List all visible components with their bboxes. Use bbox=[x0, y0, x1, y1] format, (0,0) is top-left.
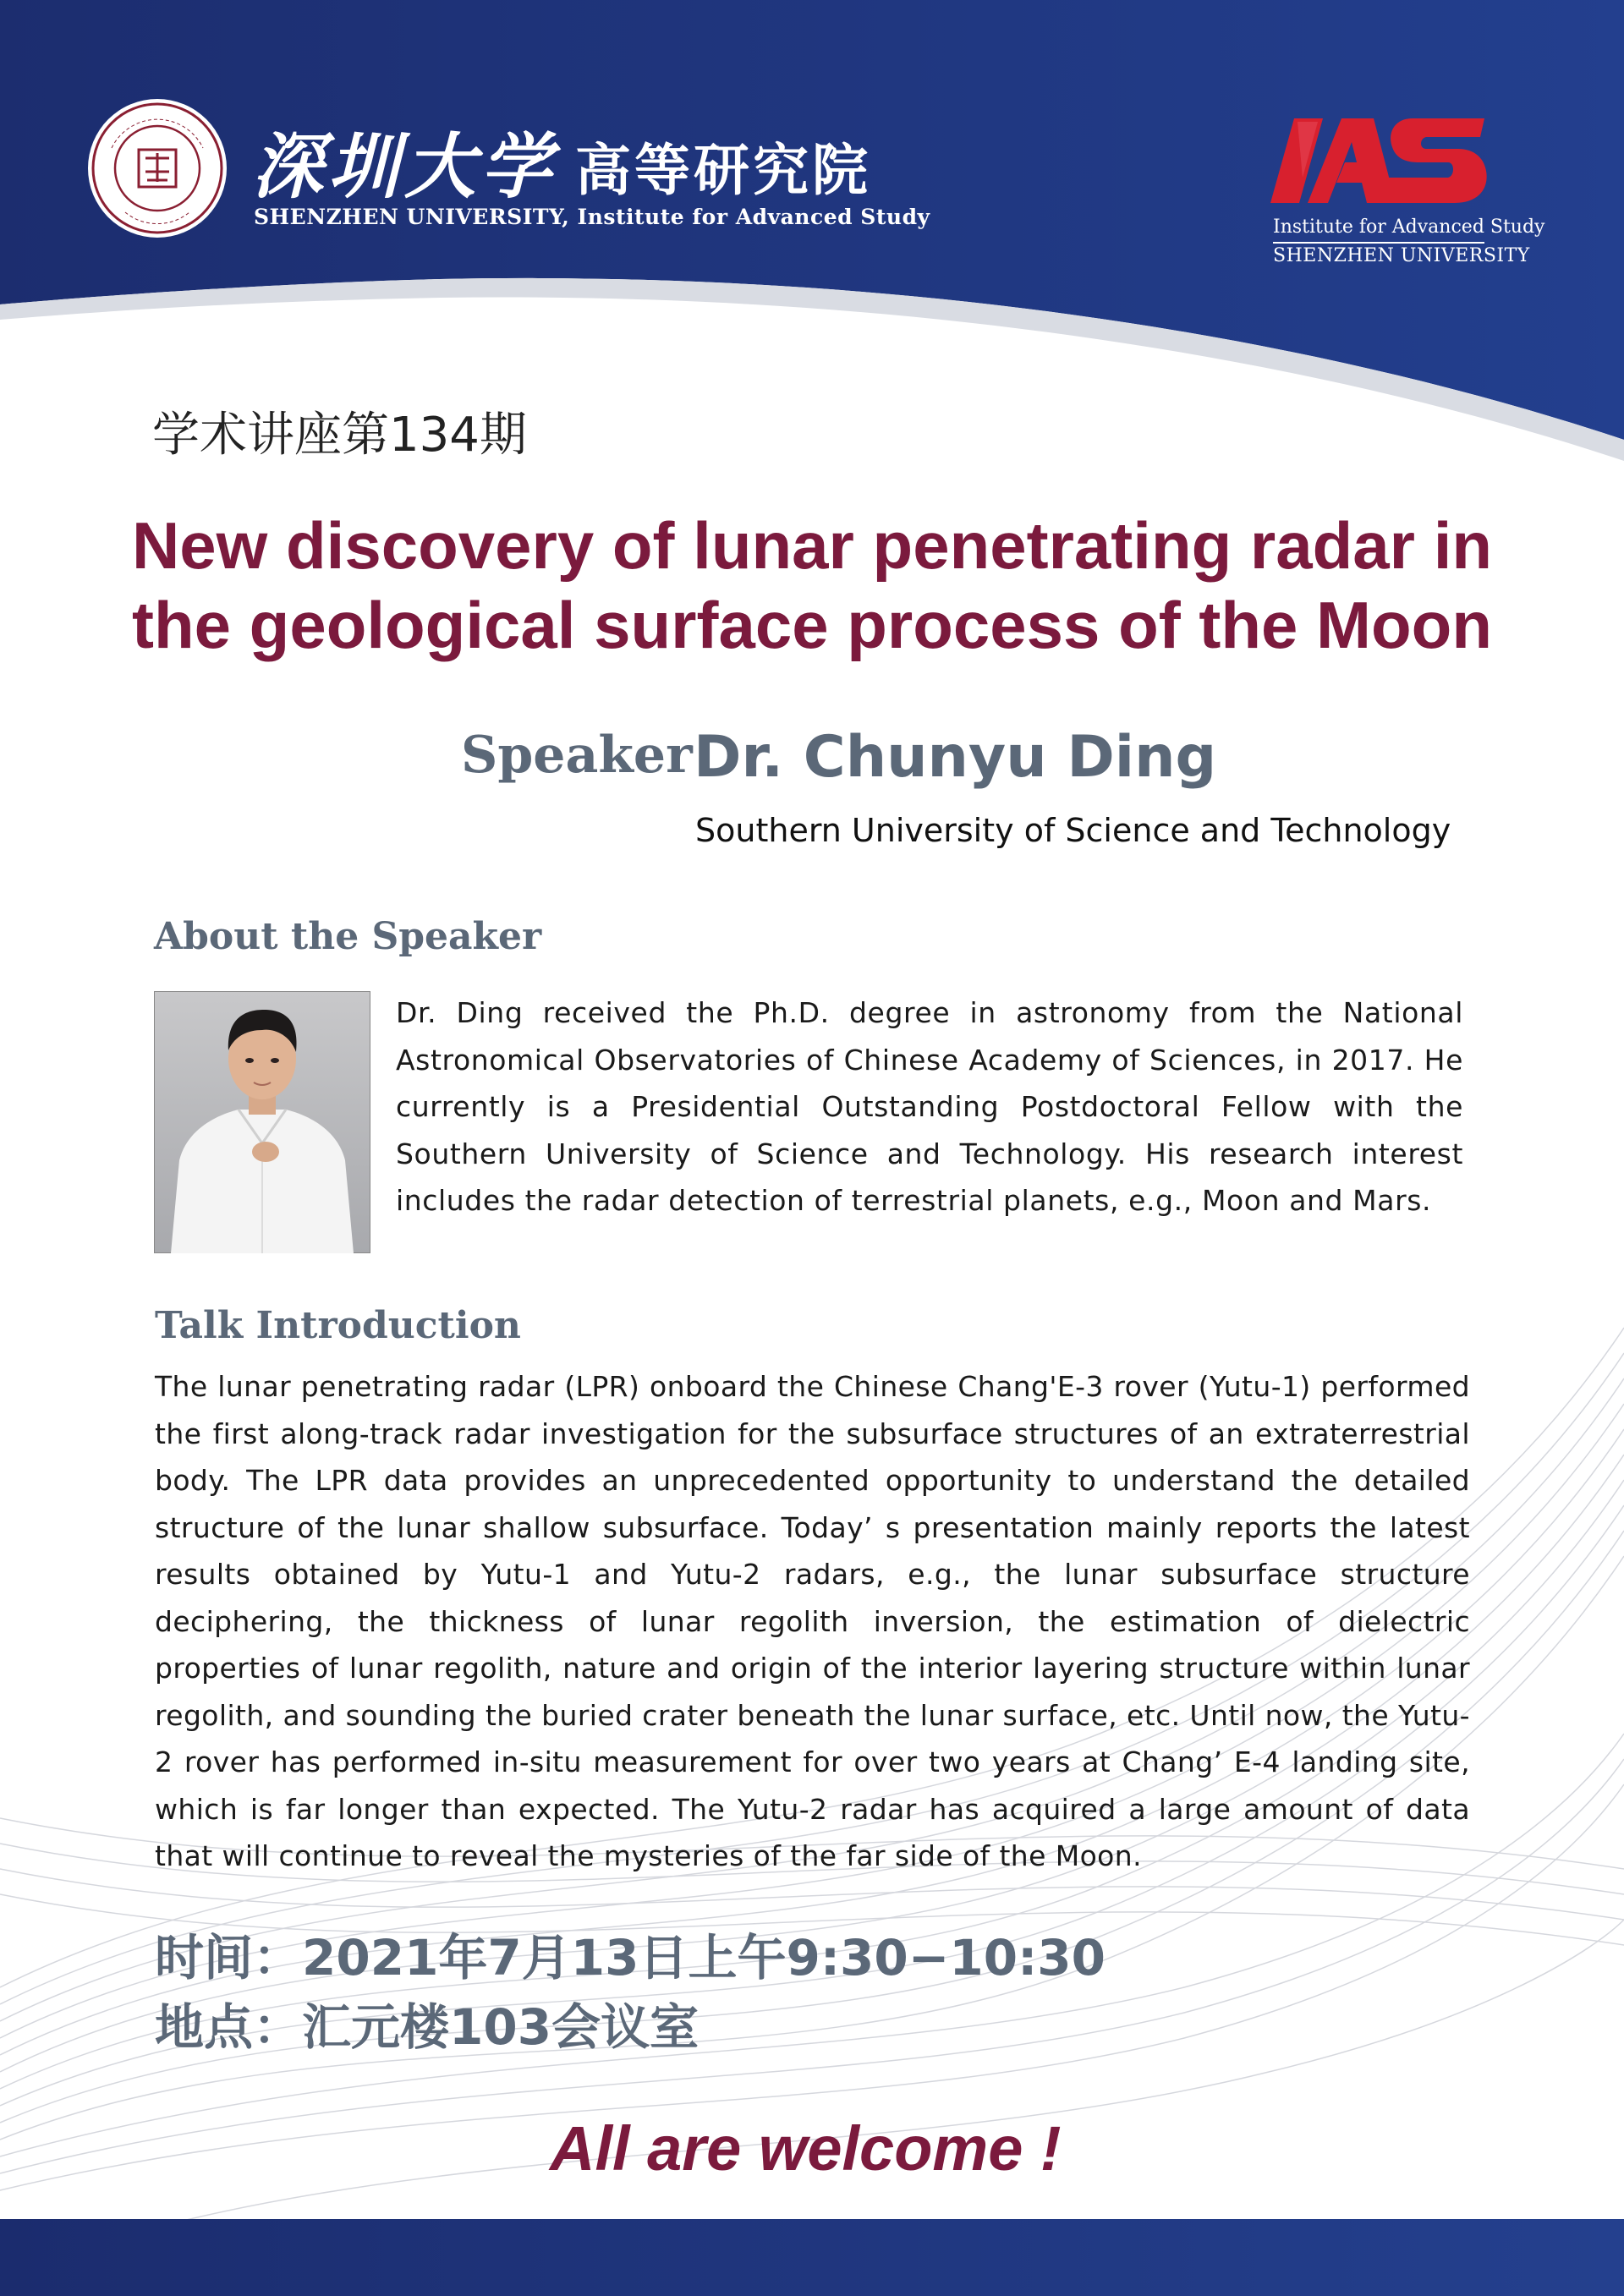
ias-university: SHENZHEN UNIVERSITY bbox=[1273, 245, 1530, 266]
speaker-label: Speaker bbox=[461, 726, 693, 785]
footer-bar bbox=[0, 2219, 1624, 2296]
speaker-name: Dr. Chunyu Ding bbox=[694, 724, 1217, 791]
university-name-cn: 深圳大学 bbox=[252, 124, 557, 208]
about-speaker-heading: About the Speaker bbox=[154, 915, 542, 958]
institute-name-cn: 高等研究院 bbox=[575, 138, 871, 203]
shenzhen-university-seal-logo bbox=[86, 97, 228, 239]
university-name-en: SHENZHEN UNIVERSITY, Institute for Advanced Study bbox=[254, 205, 930, 229]
ias-divider bbox=[1273, 242, 1484, 244]
speaker-photo bbox=[154, 991, 370, 1253]
event-time: 时间：2021年7月13日上午9:30−10:30 bbox=[155, 1929, 1106, 1986]
speaker-affiliation: Southern University of Science and Technology bbox=[695, 812, 1451, 849]
event-place: 地点：汇元楼103会议室 bbox=[155, 1998, 700, 2056]
ias-subtitle: Institute for Advanced Study bbox=[1273, 216, 1545, 238]
speaker-bio: Dr. Ding received the Ph.D. degree in astronomy from the National Astronomical Observatories of Chinese Academy of Sciences, in 2017. He currently is a Presidential Outstanding Postdoctoral Fellow with the Southern University of Science and Technology. His research interest includes the radar detection of terrestrial planets, e.g., Moon and Mars. bbox=[396, 996, 1463, 1217]
talk-title: New discovery of lunar penetrating radar in the geological surface process of the Moon bbox=[131, 508, 1493, 662]
talk-introduction-heading: Talk Introduction bbox=[155, 1304, 521, 1347]
talk-introduction-text: The lunar penetrating radar (LPR) onboard the Chinese Chang'E-3 rover (Yutu-1) performed the first along-track radar investigation for the subsurface structures of an extraterrestrial body. The LPR data provides an unprecedented opportunity to understand the detailed structure of the lunar shallow subsurface. Today’ s presentation mainly reports the latest results obtained by Yutu-1 and Yutu-2 radars, e.g., the lunar subsurface structure deciphering, the thickness of lunar regolith inversion, the estimation of dielectric properties of lunar regolith, nature and origin of the interior layering structure within lunar regolith, and sounding the buried crater beneath the lunar surface, etc. Until now, the Yutu-2 rover has performed in-situ measurement for over two years at Chang’ E-4 landing site, which is far longer than expected. The Yutu-2 radar has acquired a large amount of data that will continue to reveal the mysteries of the far side of the Moon. bbox=[155, 1370, 1470, 1872]
welcome-message: All are welcome ! bbox=[550, 2113, 1062, 2184]
ias-logo bbox=[1269, 110, 1489, 211]
lecture-number: 学术讲座第134期 bbox=[152, 408, 527, 463]
